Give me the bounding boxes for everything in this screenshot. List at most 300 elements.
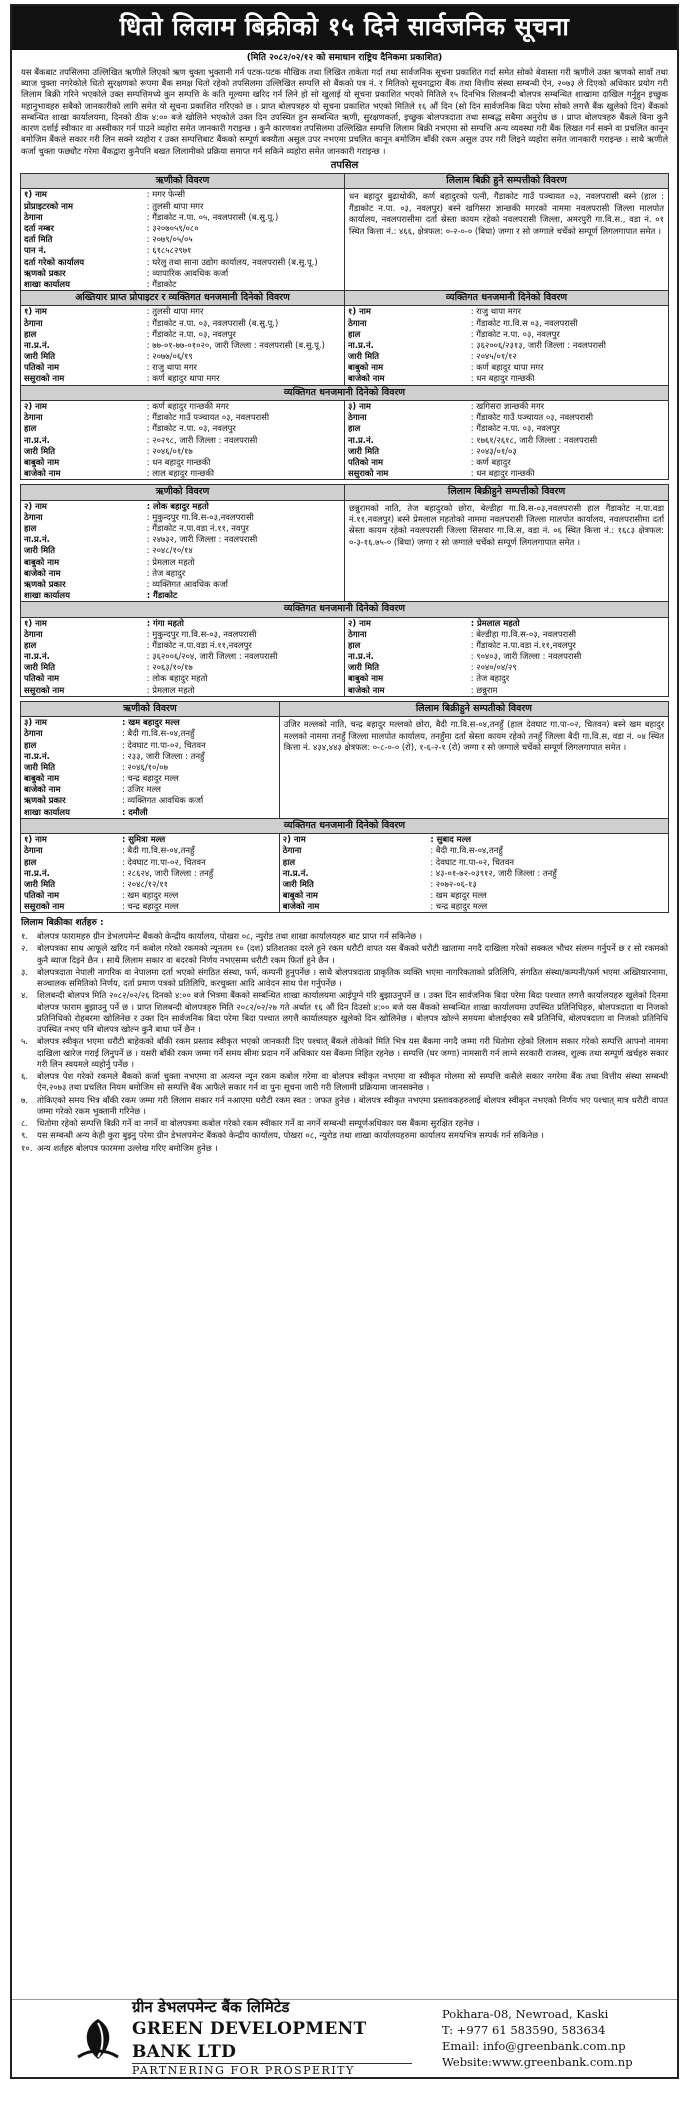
detail-label: ना.प्र.नं. bbox=[348, 339, 374, 350]
detail-value: : बैदी गा.वि.स-०४,तनहुँ bbox=[121, 728, 195, 739]
detail-value: : खम बहादुर मल्ल bbox=[430, 890, 487, 901]
detail-label: जारी मिति bbox=[24, 545, 56, 556]
detail-row bbox=[21, 245, 344, 256]
detail-label: पतिको नाम bbox=[24, 673, 60, 684]
detail-value: : बैदी गा.वि.स-०४,तनहुँ bbox=[430, 845, 503, 856]
detail-value: : व्यक्तिगत आवधिक कर्जा bbox=[121, 795, 204, 806]
detail-label: हाल bbox=[24, 522, 37, 533]
detail-row bbox=[21, 457, 344, 468]
detail-value: : २०४८/१०/१४ bbox=[146, 545, 193, 556]
bank-logo bbox=[12, 1998, 412, 2078]
detail-label: जारी मिति bbox=[24, 662, 56, 673]
term-item bbox=[21, 1071, 668, 1094]
detail-value: : मुकुन्दपुर गा.वि.स-०३,नवलपरासी bbox=[146, 511, 254, 522]
detail-row bbox=[345, 412, 668, 423]
term-number: ६. bbox=[21, 1071, 29, 1082]
guarantor-details bbox=[345, 306, 668, 384]
detail-label: बाजेको नाम bbox=[24, 784, 61, 795]
detail-row bbox=[280, 845, 668, 856]
detail-label: ना.प्र.नं. bbox=[24, 750, 50, 761]
detail-row bbox=[21, 590, 344, 601]
term-number: ५. bbox=[21, 1036, 29, 1047]
property-description: छन्नुरामको नाति, तेज बहादुरको छोरा, बेल्डीहा गा.वि.स-०३,नवलपरासी हाल गैंडाकोट न.पा.वडा नं.११,नवलपुर) बस्ने प्रेमलाल महतोको नाममा नवलपरासी जिल्ला मालपोत कार्यालय, नवलपरासीमा दर्ता स्रेस्ता कायम रहेको नवलपरासी जिल्ला सिसवार गा.वि.स, वडा नं. ०६ स्थित कित्ता नं.: १६८३ क्षेत्रफल: ०-३-१६.७५-० (बिघा) जग्गा र सो जग्गाले चर्चेको सम्पूर्ण लिगलगापात समेत । bbox=[349, 502, 664, 547]
detail-row bbox=[21, 468, 344, 479]
detail-row bbox=[21, 629, 344, 640]
detail-row bbox=[21, 868, 279, 879]
detail-row bbox=[345, 401, 668, 412]
detail-label: पतिको नाम bbox=[348, 456, 384, 467]
detail-label: ठेगाना bbox=[24, 211, 43, 222]
term-text: धितोमा रहेको सम्पत्ति बिक्री गर्ने वा नगर्ने वा बोलपत्रमा कबोल गरेको रकम स्वीकार गर्ने वा नगर्ने सम्बन्धी सम्पूर्णअधिकार यस बैंकमा सुरक्षित रहनेछ । bbox=[37, 1118, 480, 1129]
detail-value: : २०६३/१०/१७ bbox=[146, 662, 193, 673]
guarantor-details bbox=[21, 401, 344, 479]
detail-value: : गैंडाकोट न.पा.वडा नं.११, नवपुर bbox=[146, 522, 249, 533]
property-heading: लिलाम बिक्री हुने सम्पत्तीको विवरण bbox=[345, 174, 668, 189]
detail-row bbox=[21, 401, 344, 412]
detail-value: : २०४६/०१/१७ bbox=[146, 445, 193, 456]
detail-value: : व्यक्तिगत आवधिक कर्जा bbox=[146, 578, 228, 589]
intro-paragraph: यस बैंकबाट तपसिलमा उल्लिखित ऋणीले लिएको ऋण चुक्ता भुक्तानी गर्न पटक-पटक मौखिक तथा लिखित ताकेता गर्दा तथा सार्वजनिक सूचना प्रकाशित गर्दा समेत सोको बेवास्ता गरी ऋणीले उक्त ऋणको सावाँ तथा ब्याज चुक्ता नगरेकोले धितो सुरक्षणको रूपमा बैंक समक्ष धितो रहेको तपसिलमा उल्लिखित सम्पत्ति सो बैंकको पत्र नं. र मितिको सूचनाद्वारा बैंक तथा वित्तीय संस्था सम्बन्धी ऐन, २०७३ ले दिएको अधिकार प्रयोग गरी लिलाम बिक्री गरिने भएकोले उक्त सम्पत्तिमध्ये कुन सम्पत्ति के कति मूल्यमा खरिद गर्न लिने हो सो खुलाई यो सूचना प्रकाशित भएको मितिले १५ दिनभित्र शिलबन्दी बोलपत्र सम्बन्धित शाखामा दाखिल गर्नुहुन इच्छुक महानुभावहरु सबैको जानकारीको लागि समेत यो सूचना प्रकाशित गरिएको छ । प्राप्त बोलपत्रहरु यो सूचना प्रकाशित भएको मितिले १६ औं दिन (सो दिन सार्वजनिक बिदा परेमा सोको लगत्तै बैंक खुलेको दिन) बैंकको सम्बन्धित शाखा कार्यालयमा, दिनको ठीक ४:०० बजे खोलिने भएकोले उक्त दिन उपस्थित हुन सम्बन्धित ऋणी, सुरक्षणकर्ता, इच्छुक बोलपत्रदाता तथा सम्बद्ध सबैमा अनुरोध छ । प्राप्त बोलपत्रहरु बैंकले बिना कुनै कारण दर्शाई स्वीकार वा अस्वीकार गर्न पाउने व्यहोरा समेत जानकारी गराइन्छ । कुनै कारणवश तपसिलमा उल्लिखित सम्पत्ति लिलाम बिक्री नभएमा सो सम्पत्ति अन्य व्यवस्था गरी बैंक लिखत गर्न सक्ने वा प्रचलित कानून बमोजिम बैंकले सकार गरी लिन सक्ने व्यहोरा र उक्त सम्पत्तिबाट बैंकको सम्पूर्ण बक्यौता असुल उपर नभएमा प्रचलित कानून बमोजिम बाँकी रकम असुल उपर गरी लिइने व्यहोरा समेत जानकारी गराइन्छ । साथै ऋणीले कर्जा चुक्ता फछ्यौट गरेमा बैंकद्वारा कुनैपनि बखत लिलामीको प्रक्रिया समाप्त गर्न सकिने व्यहोरा समेत जानकारी गराइन्छ । bbox=[21, 66, 668, 156]
term-item bbox=[21, 1118, 668, 1129]
detail-row bbox=[21, 685, 344, 696]
terms-list bbox=[21, 931, 668, 1154]
detail-label: प्रोप्राइटरको नाम bbox=[24, 200, 73, 211]
publication-note: (मिति २०८२/०२/१२ को समाधान राष्ट्रिय दैनिकमा प्रकाशित) bbox=[246, 53, 443, 63]
detail-label: शाखा कार्यालय bbox=[24, 806, 70, 817]
detail-label: जारी मिति bbox=[24, 761, 56, 772]
property-description: उजिर मल्लको नाति, चन्द्र बहादुर मल्लको छोरा, बैदी गा.वि.स-०४,तनहुँ (हाल देवघाट गा.पा-०२, चितवन) बस्ने खम बहादुर मल्लको नाममा तनहुँ जिल्ला मालपोत कार्यालय, तनहुँमा दर्ता स्रेस्ता कायम रहेको तनहुँ जिल्ला बैदी गा.वि.स, वडा नं. ०४ स्थित कित्ता नं. ४३४,४४३ क्षेत्रफल: ०-८-०-० (रो), १-६-२-१ (रो) जग्गा र सो जग्गाले चर्चेको सम्पूर्ण लिगलगापात समेत । bbox=[283, 719, 664, 753]
detail-label: दर्ता मिति bbox=[24, 234, 53, 245]
detail-label: हाल bbox=[24, 328, 37, 339]
detail-row bbox=[21, 879, 279, 890]
detail-row bbox=[21, 373, 344, 384]
detail-value: : खगिसरा ज्ञान्छकी मगर bbox=[470, 401, 545, 412]
detail-label: ठेगाना bbox=[348, 317, 367, 328]
detail-value: : दमौली bbox=[121, 806, 148, 817]
detail-label: १) नाम bbox=[24, 189, 47, 200]
term-number: ८. bbox=[21, 1118, 29, 1129]
detail-value: : सुबाद मल्ल bbox=[430, 834, 472, 845]
detail-row bbox=[21, 212, 344, 223]
detail-label: बाबुको नाम bbox=[348, 362, 384, 373]
detail-row bbox=[345, 662, 668, 673]
detail-row bbox=[21, 857, 279, 868]
detail-row bbox=[345, 306, 668, 317]
detail-row bbox=[21, 890, 279, 901]
detail-label: दर्ता गरेको कार्यालय bbox=[24, 256, 85, 267]
detail-row bbox=[345, 618, 668, 629]
detail-value: : व्यापारिक आवधिक कर्जा bbox=[146, 267, 229, 278]
detail-row bbox=[280, 857, 668, 868]
detail-label: ना.प्र.नं. bbox=[348, 651, 374, 662]
detail-value: : २३३, जारी जिल्ला : तनहुँ bbox=[121, 750, 205, 761]
detail-row bbox=[21, 717, 279, 728]
detail-value: : २०४३/०१/०३ bbox=[470, 445, 517, 456]
detail-value: : कर्ण बहादुर थापा मगर bbox=[146, 373, 220, 384]
bank-email[interactable]: Email: info@greenbank.com.np bbox=[442, 2039, 626, 2054]
detail-value: : चन्द्र बहादुर मल्ल bbox=[430, 901, 488, 912]
detail-row bbox=[21, 640, 344, 651]
detail-label: ससुराको नाम bbox=[24, 373, 65, 384]
detail-row bbox=[21, 901, 279, 912]
detail-row bbox=[21, 618, 344, 629]
detail-row bbox=[21, 751, 279, 762]
detail-value: : धन बहादुर गान्छकी bbox=[470, 468, 535, 479]
guarantor-heading: व्यक्तिगत धनजमानी दिनेको विवरण bbox=[345, 290, 668, 306]
detail-label: बाबुको नाम bbox=[24, 456, 60, 467]
detail-row bbox=[21, 557, 344, 568]
detail-value: : गंगा महतो bbox=[146, 617, 184, 628]
detail-row bbox=[21, 234, 344, 245]
detail-label: १) नाम bbox=[24, 834, 47, 845]
detail-value: : तेज बहादुर bbox=[146, 567, 186, 578]
detail-label: बाबुको नाम bbox=[24, 773, 60, 784]
detail-label: ना.प्र.नं. bbox=[348, 434, 374, 445]
term-item bbox=[21, 1036, 668, 1070]
detail-label: बाजेको नाम bbox=[348, 373, 385, 384]
term-text: बोलपत्र फारामहरु ग्रीन डेभलपमेन्ट बैंकको केन्द्रीय कार्यालय, पोखरा ०८, न्युरोड तथा शाखा कार्यालयहरु बाट प्राप्त गर्न सकिनेछ । bbox=[37, 931, 423, 942]
detail-value: : ३६२००६/२०४, जारी जिल्ला : नवलपरासी bbox=[146, 651, 278, 662]
detail-row bbox=[345, 318, 668, 329]
bank-phone: T: +977 61 583590, 583634 bbox=[442, 2023, 606, 2038]
detail-value: : छन्नुराम bbox=[470, 684, 498, 695]
term-number: ७. bbox=[21, 1094, 29, 1105]
detail-label: पान नं. bbox=[24, 245, 47, 256]
detail-value: : देवघाट गा.पा-०२, चितवन bbox=[121, 739, 206, 750]
detail-value: : प्रेमलाल महतो bbox=[470, 617, 520, 628]
guarantor-details bbox=[21, 834, 279, 912]
detail-value: : बेल्डीहा गा.वि.स-०३, नवलपरासी bbox=[470, 628, 577, 639]
detail-label: जारी मिति bbox=[348, 662, 380, 673]
detail-row bbox=[21, 834, 279, 845]
detail-value: : २०७२-०६-१३ bbox=[430, 878, 477, 889]
detail-value: : गैंडाकोट न.पा. ०३, नवलपरासी (ब.सु.पू.) bbox=[146, 317, 279, 328]
term-item bbox=[21, 1095, 668, 1118]
debtor-heading: ऋणीको विवरण bbox=[21, 485, 344, 500]
detail-value: : धन बहादुर गान्छकी bbox=[146, 456, 211, 467]
term-text: बोलपत्रदाता नेपाली नागरिक वा नेपालमा दर्ता भएको संगठित संस्था, फर्म, कम्पनी हुनुपर्नेछ । साथै बोलपत्रदाता प्राकृतिक व्यक्ति भएमा नागरिकताको प्रतिलिपि, संगठित संस्था/कम्पनी/फर्म भएमा अख्तियारनामा, सञ्चालक समितिको निर्णय, दर्ता प्रमाण पत्रको प्रतिलिपि, करचुक्ता आदि आवेदन साथ पेश गर्नुपर्नेछ । bbox=[37, 966, 668, 989]
case-2 bbox=[20, 484, 669, 697]
detail-label: जारी मिति bbox=[24, 351, 56, 362]
detail-row bbox=[345, 435, 668, 446]
detail-row bbox=[21, 279, 344, 290]
detail-value: : गैंडाकोट न.पा.वडा नं.११,नवलपुर bbox=[470, 639, 576, 650]
term-text: तोकिएको समय भित्र बाँकी रकम जम्मा गरी लिलाम सकार गर्न नआएमा धरौटी रकम स्वत : जफत हुनेछ । बोलपत्र स्वीकृत नभएमा प्रस्तावकहरुलाई बोलपत्र स्वीकृत नभएको निर्णय भए पश्चात् मात्र धरौटी वापत जम्मा गरेको रकम भुक्तानी गरिनेछ । bbox=[37, 1094, 668, 1116]
detail-label: ससुराको नाम bbox=[24, 901, 65, 912]
term-text: शिलबन्दी बोलपत्र मिति २०८२/०२/२६ दिनको ४:०० बजे भित्रमा बैंकको सम्बन्धित शाखा कार्यालयमा आईपुग्ने गरि बुझाउनुपर्ने छ । उक्त दिन सार्वजनिक बिदा परेमा बिदा पश्चात लगत्तै कार्यालयहरु खुलेको दिनमा बोलपत्र फाराम बुझाउनु पर्ने छ । प्राप्त शिलबन्दी बोलपत्रहरु मिति २०८२/०२/२७ गते अर्थात १६ औं दिन दिउसो ४:०० बजे यस बैंकको सम्बन्धित शाखा कार्यालयमा उपस्थित प्रतिनिधिहरु, बोलपत्रदाता वा निजको प्रतिनिधिको रोहबरमा खोलिनेछ र उक्त दिन सार्वजनिक बिदा परेमा बिदा पश्चात लगत्तै कार्यालयहरु खुलेको दिन खोलिनेछ । बोलपत्र खोल्ने समयमा बोलाईएका सबै प्रतिनिधि, बोलपत्रदाता वा निजको प्रतिनिधि उपस्थित नभए पनि बोलपत्र खोल्न कुनै बाधा पर्ने छैन । bbox=[37, 990, 668, 1035]
detail-label: शाखा कार्यालय bbox=[24, 590, 70, 601]
detail-label: हाल bbox=[24, 639, 37, 650]
debtor-heading: ऋणीको विवरण bbox=[21, 702, 279, 717]
detail-value: : देवघाट गा.पा-०२, चितवन bbox=[430, 856, 514, 867]
detail-value: : कर्ण बहादुर थापा मगर bbox=[470, 362, 544, 373]
detail-value: : ४३-०१-७२-०३९१२, जारी जिल्ला : तनहुँ bbox=[430, 867, 557, 878]
detail-label: ठेगाना bbox=[282, 845, 302, 856]
detail-row bbox=[21, 351, 344, 362]
detail-value: : घरेलु तथा साना उद्योग कार्यालय, नवलपरासी (ब.सु.पू.) bbox=[146, 256, 318, 267]
detail-row bbox=[21, 268, 344, 279]
detail-value: : ३६२००६/२३१३, जारी जिल्ला : नवलपरासी bbox=[470, 339, 606, 350]
detail-value: : ३२०७०५९/०८० bbox=[146, 222, 199, 233]
detail-label: ठेगाना bbox=[24, 628, 43, 639]
detail-label: बाजेको नाम bbox=[282, 901, 320, 912]
detail-value: : १७६१/२६१८, जारी जिल्ला : नवलपरासी bbox=[470, 434, 598, 445]
leaf-logo-icon bbox=[72, 2013, 124, 2065]
term-number: १. bbox=[21, 931, 29, 942]
detail-value: : गैंडाकोट न.पा.वडा नं.११,नवलपुर bbox=[146, 639, 252, 650]
detail-row bbox=[21, 740, 279, 751]
detail-row bbox=[21, 579, 344, 590]
detail-value: : ६१८५८२९७१ bbox=[146, 245, 192, 256]
detail-label: ना.प्र.नं. bbox=[24, 534, 50, 545]
property-description: धन बहादुर बुढाथोकी, कर्ण बहादुरको पत्नी, गैंडाकोट गाउँ पञ्चायत ०३, नवलपरासी बस्ने (हाल : गैंडाकोट न.पा. ०३, नवलपुर) बस्ने खगिसरा ज्ञान्छकी मगरको नाममा नवलपरासी जिल्ला मालपोत कार्यालय, नवलपरासीमा दर्ता स्रेस्ता कायम रहेको नवलपरासी जिल्ला, अमरपुरी गा.वि.स., वडा नं. ०१ स्थित कित्ता नं.: ४६६, क्षेत्रफल: ०-२-०-० (बिघा) जग्गा र सो जग्गाले चर्चेको सम्पूर्ण लिगलगापात समेत । bbox=[349, 191, 664, 236]
detail-row bbox=[345, 673, 668, 684]
detail-label: ना.प्र.नं. bbox=[24, 867, 50, 878]
property-heading: लिलाम बिक्रीहुने सम्पत्तीको विवरण bbox=[345, 485, 668, 500]
detail-value: : चन्द्र बहादुर मल्ल bbox=[121, 901, 179, 912]
detail-value: : गैंडाकोट bbox=[146, 590, 178, 601]
detail-row bbox=[21, 257, 344, 268]
detail-row bbox=[21, 807, 279, 818]
detail-row bbox=[21, 412, 344, 423]
detail-label: पतिको नाम bbox=[24, 362, 60, 373]
term-text: बोलपत्र स्वीकृत भएमा धरौटी बाहेकको बाँकी रकम प्रस्ताव स्वीकृत भएको जानकारी दिए पश्चात् बैंकले तोकेको मिति भित्र यस बैंकमा नगदै जम्मा गरी धितोमा रहेको लिलाम सकार गरेको सम्पत्ति आफ्नो नाममा दाखिला खारेज गराई लिनुपर्ने छ । यसरी बाँकी रकम जम्मा गर्ने समय सीमा प्रदान गर्ने अधिकार यस बैंकमा निहित रहनेछ । सम्पत्ति (घर जग्गा) नामसारी गर्न लाग्ने सरकारी राजस्व, शुल्क तथा सम्पूर्ण खर्चहरु सकार गरी लिन स्वयमले व्यहोर्नु पर्नेछ । bbox=[37, 1036, 668, 1069]
detail-value: : गैंडाकोट गाउँ पञ्चायत ०३, नवलपरासी bbox=[470, 412, 594, 423]
bank-contact bbox=[412, 2006, 633, 2071]
detail-value: : गैंडाकोट न.पा. ०३, नवलपुर bbox=[470, 328, 560, 339]
detail-label: ठेगाना bbox=[24, 511, 43, 522]
detail-label: २) नाम bbox=[24, 500, 47, 511]
term-number: १०. bbox=[21, 1142, 33, 1153]
detail-row bbox=[21, 534, 344, 545]
detail-value: : २०७७/०६/१९ bbox=[146, 351, 193, 362]
notice bbox=[10, 4, 679, 2079]
detail-label: ३) नाम bbox=[24, 717, 47, 728]
guarantor-details bbox=[280, 834, 668, 912]
detail-row bbox=[21, 545, 344, 556]
detail-row bbox=[21, 318, 344, 329]
detail-value: : तेज बहादुर bbox=[470, 673, 510, 684]
detail-value: : लोक बहादुर महतो bbox=[146, 500, 209, 511]
detail-label: हाल bbox=[282, 856, 296, 867]
detail-row bbox=[280, 879, 668, 890]
bank-footer bbox=[12, 1998, 677, 2078]
detail-label: ३) नाम bbox=[348, 401, 371, 412]
detail-row bbox=[21, 845, 279, 856]
detail-value: : ७७-०१-७७-०१०२०, जारी जिल्ला : नवलपरासी (ब.सु.पू.) bbox=[146, 339, 325, 350]
detail-label: २) नाम bbox=[24, 401, 47, 412]
debtor-details bbox=[21, 189, 344, 290]
detail-row bbox=[345, 457, 668, 468]
detail-label: जारी मिति bbox=[348, 445, 380, 456]
detail-label: २) नाम bbox=[348, 617, 371, 628]
schedule-heading: तपसिल bbox=[330, 159, 359, 171]
detail-row bbox=[280, 868, 668, 879]
bank-name-nepali: ग्रीन डेभलपमेन्ट बैंक लिमिटेड bbox=[132, 1998, 290, 2017]
detail-value: : २४७३२, जारी जिल्ला : नवलपरासी bbox=[146, 534, 258, 545]
bank-tagline: PARTNERING FOR PROSPERITY bbox=[132, 2063, 412, 2079]
detail-value: : कर्ण बहादुर bbox=[470, 456, 511, 467]
guarantor-details bbox=[21, 618, 344, 696]
detail-row bbox=[345, 373, 668, 384]
detail-value: : बैदी गा.वि.स-०४,तनहुँ bbox=[121, 845, 195, 856]
detail-row bbox=[21, 435, 344, 446]
detail-row bbox=[21, 662, 344, 673]
detail-label: हाल bbox=[348, 639, 361, 650]
detail-row bbox=[21, 446, 344, 457]
detail-label: ठेगाना bbox=[24, 412, 43, 423]
detail-row bbox=[21, 223, 344, 234]
detail-label: शाखा कार्यालय bbox=[24, 278, 70, 289]
debtor-heading: ऋणीको विवरण bbox=[21, 174, 344, 189]
detail-label: ना.प्र.नं. bbox=[282, 867, 309, 878]
term-number: ३. bbox=[21, 966, 29, 977]
detail-value: : प्रेमलाल महतो bbox=[146, 556, 195, 567]
term-item bbox=[21, 1130, 668, 1141]
detail-row bbox=[21, 523, 344, 534]
bank-address: Pokhara-08, Newroad, Kaski bbox=[442, 2007, 609, 2021]
auction-terms bbox=[21, 918, 668, 1154]
detail-label: ठेगाना bbox=[24, 728, 43, 739]
detail-label: जारी मिति bbox=[24, 445, 56, 456]
property-heading: लिलाम बिक्रीहुने सम्पतीको विवरण bbox=[280, 702, 668, 717]
detail-row bbox=[345, 468, 668, 479]
detail-label: १) नाम bbox=[24, 617, 47, 628]
detail-value: : २०४८/१२/११ bbox=[121, 878, 168, 889]
detail-label: बाबुको नाम bbox=[282, 890, 318, 901]
detail-label: ठेगाना bbox=[348, 412, 367, 423]
detail-row bbox=[21, 189, 344, 200]
detail-label: ठेगाना bbox=[24, 317, 43, 328]
detail-label: बाजेको नाम bbox=[24, 567, 61, 578]
detail-value: : राजु थापा मगर bbox=[146, 362, 197, 373]
guarantor-heading: अख्तियार प्राप्त प्रोपाइटर र व्यक्तिगत धनजमानी दिनेको विवरण bbox=[21, 290, 344, 306]
term-number: ९. bbox=[21, 1130, 29, 1141]
detail-row bbox=[280, 890, 668, 901]
term-item bbox=[21, 943, 668, 966]
detail-value: : मुकुन्दपुर गा.वि.स-०३, नवलपरासी bbox=[146, 628, 257, 639]
term-text: बोलपत्र पेश गरेको रकमले बैंकको कर्जा चुक्ता नभएमा वा अत्यन्त न्यून रकम कबोल गरेमा वा बोलपत्र स्वीकृत नभएमा वा स्वीकृत मोलमा सो सम्पत्ति कसैले सकार नगरेमा बैंक तथा वित्तीय संस्था सम्बन्धी ऐन,२०७३ तथा प्रचलित नियम बमोजिम सो सम्पत्ति बैंक आफैले सकार गर्न वा पुनः सूचना जारी गरी लिलामी प्रक्रियामा जानसक्नेछ । bbox=[37, 1071, 668, 1093]
detail-value: : देवघाट गा.पा-०२, चितवन bbox=[121, 856, 206, 867]
case-1 bbox=[20, 173, 669, 480]
detail-value: : २०७९/०५/०५ bbox=[146, 234, 193, 245]
detail-label: जारी मिति bbox=[282, 878, 314, 889]
term-text: अन्य शर्तहरु बोलपत्र फारममा उल्लेख गरिए बमोजिम हुनेछ । bbox=[37, 1142, 218, 1153]
detail-row bbox=[21, 795, 279, 806]
term-item bbox=[21, 967, 668, 990]
detail-row bbox=[345, 629, 668, 640]
detail-row bbox=[345, 423, 668, 434]
detail-row bbox=[21, 201, 344, 212]
detail-label: ऋणको प्रकार bbox=[24, 267, 66, 278]
detail-value: : गैंडाकोट गाउँ पञ्चायत ०३, नवलपरासी bbox=[146, 412, 270, 423]
detail-row bbox=[280, 901, 668, 912]
detail-value: : गैंडाकोट न.पा. ०३, नवलपुर bbox=[470, 423, 560, 434]
detail-label: बाबुको नाम bbox=[24, 556, 60, 567]
detail-label: १) नाम bbox=[348, 306, 371, 317]
detail-label: ना.प्र.नं. bbox=[24, 339, 50, 350]
detail-row bbox=[345, 329, 668, 340]
detail-value: : ९०४०३, जारी जिल्ला : नवलपरासी bbox=[470, 651, 582, 662]
detail-row bbox=[21, 501, 344, 512]
guarantor-details bbox=[21, 306, 344, 384]
detail-label: दर्ता नम्बर bbox=[24, 222, 54, 233]
detail-value: : प्रेमलाल महतो bbox=[146, 684, 195, 695]
detail-value: : राजु थापा मगर bbox=[470, 306, 521, 317]
term-item bbox=[21, 931, 668, 942]
detail-value: : २०२९८, जारी जिल्ला : नवलपरासी bbox=[146, 434, 258, 445]
detail-value: : तुलसी थापा मगर bbox=[146, 306, 204, 317]
detail-label: हाल bbox=[24, 739, 37, 750]
detail-value: : मगर फेन्सी bbox=[146, 189, 186, 200]
term-item bbox=[21, 990, 668, 1035]
detail-value: : लाल बहादुर गान्छकी bbox=[146, 468, 215, 479]
detail-value: : २०४५/०१/१२ bbox=[470, 351, 517, 362]
bank-name-english: GREEN DEVELOPMENT BANK LTD bbox=[132, 2019, 367, 2062]
term-number: २. bbox=[21, 943, 29, 954]
detail-value: : लोक बहादुर महतो bbox=[146, 673, 208, 684]
bank-website[interactable]: Website:www.greenbank.com.np bbox=[442, 2055, 633, 2070]
detail-row bbox=[345, 446, 668, 457]
detail-label: बाबुको नाम bbox=[348, 673, 384, 684]
term-text: यस सम्बन्धी अन्य केही कुरा बुझ्नु परेमा ग्रीन डेभलपमेन्ट बैंकको केन्द्रीय कार्यालय, पोखरा ०८, न्युरोड तथा शाखा कार्यालयहरुमा कार्यालय समयभित्र सम्पर्क गर्न सकिनेछ । bbox=[37, 1130, 544, 1141]
debtor-details bbox=[21, 717, 279, 818]
detail-label: हाल bbox=[348, 328, 361, 339]
terms-heading: लिलाम बिक्रीका शर्तहरु : bbox=[21, 918, 104, 929]
detail-value: : उजिर मल्ल bbox=[121, 784, 161, 795]
detail-value: : गैंडाकोट गा.वि.स ०३, नवलपरासी bbox=[470, 317, 578, 328]
detail-label: पतिको नाम bbox=[24, 890, 60, 901]
detail-row bbox=[21, 784, 279, 795]
guarantor-heading: व्यक्तिगत धनजमानी दिनेको विवरण bbox=[21, 601, 668, 617]
case-3 bbox=[20, 701, 669, 914]
detail-value: : २८६२४, जारी जिल्ला : तनहुँ bbox=[121, 867, 214, 878]
detail-label: ना.प्र.नं. bbox=[24, 434, 50, 445]
detail-row bbox=[345, 351, 668, 362]
detail-label: ससुराको नाम bbox=[24, 684, 65, 695]
detail-label: जारी मिति bbox=[24, 878, 56, 889]
detail-row bbox=[345, 362, 668, 373]
detail-value: : गैंडाकोट न.पा. ०३, नवलपुर bbox=[146, 423, 236, 434]
term-number: ४. bbox=[21, 990, 29, 1001]
detail-value: : गैंडाकोट न.पा. ०३, नवलपुर bbox=[146, 328, 236, 339]
detail-label: ना.प्र.नं. bbox=[24, 651, 50, 662]
detail-label: ससुराको नाम bbox=[348, 468, 389, 479]
detail-label: ठेगाना bbox=[348, 628, 367, 639]
detail-row bbox=[345, 685, 668, 696]
detail-row bbox=[21, 512, 344, 523]
detail-row bbox=[21, 340, 344, 351]
debtor-details bbox=[21, 501, 344, 602]
detail-row bbox=[21, 423, 344, 434]
detail-value: : चन्द्र बहादुर मल्ल bbox=[121, 773, 179, 784]
detail-label: हाल bbox=[24, 856, 37, 867]
detail-value: : गैंडाकोट न.पा. ०५, नवलपरासी (ब.सु.पू.) bbox=[146, 211, 279, 222]
detail-label: १) नाम bbox=[24, 306, 47, 317]
detail-value: : तुलसी थापा मगर bbox=[146, 200, 204, 211]
term-item bbox=[21, 1143, 668, 1154]
detail-value: : सुमित्रा मल्ल bbox=[121, 834, 166, 845]
detail-row bbox=[21, 762, 279, 773]
detail-label: ऋणको प्रकार bbox=[24, 578, 66, 589]
detail-label: बाजेको नाम bbox=[24, 468, 61, 479]
guarantor-details bbox=[345, 618, 668, 696]
detail-row bbox=[345, 651, 668, 662]
detail-row bbox=[345, 340, 668, 351]
detail-value: : २०४६/१०/०७ bbox=[121, 761, 168, 772]
detail-row bbox=[21, 673, 344, 684]
guarantor-details bbox=[345, 401, 668, 479]
